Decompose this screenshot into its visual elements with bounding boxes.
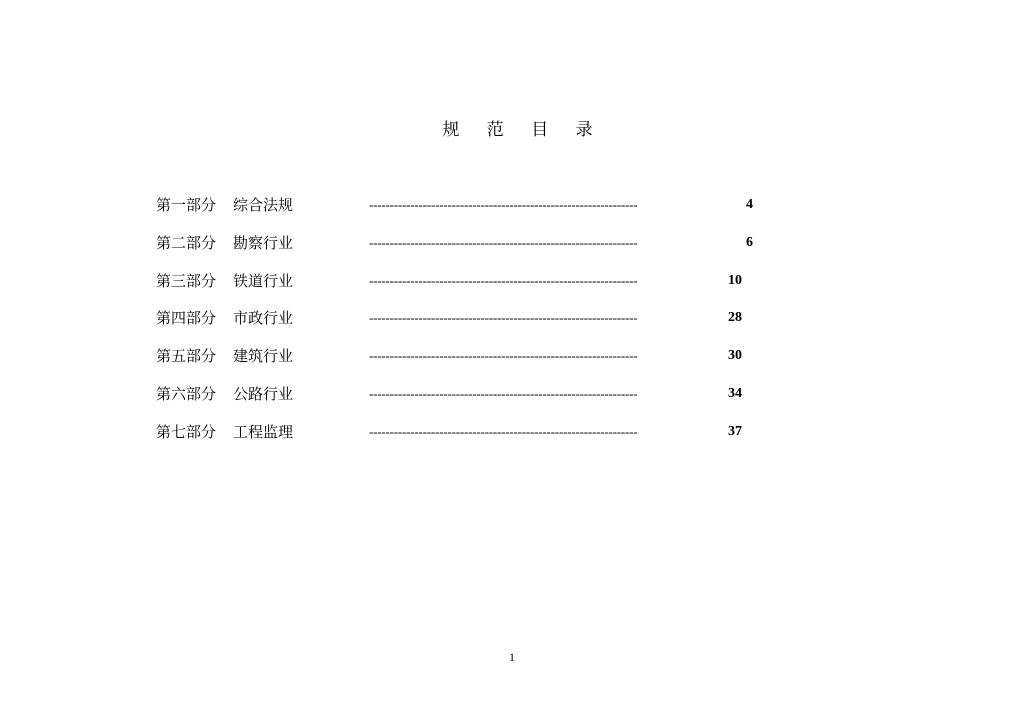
toc-entry-part: 第四部分: [156, 309, 217, 328]
toc-entry-page: 28: [728, 310, 742, 326]
toc-entry-page: 34: [728, 385, 742, 401]
toc-entry[interactable]: [156, 306, 776, 344]
table-of-contents: [156, 193, 776, 458]
toc-entry-page: 4: [746, 197, 753, 212]
toc-entry-page: 10: [728, 272, 742, 288]
toc-entry-page: 6: [746, 234, 753, 250]
toc-entry-leader: -----------------------------------------------------------------: [369, 197, 638, 212]
toc-entry-name: 工程监理: [233, 422, 294, 441]
toc-entry[interactable]: [156, 420, 776, 458]
toc-entry[interactable]: [156, 382, 776, 420]
toc-entry-leader: -----------------------------------------------------------------: [369, 234, 638, 250]
toc-entry-leader: -----------------------------------------------------------------: [369, 272, 638, 288]
toc-entry-leader: -----------------------------------------------------------------: [369, 423, 638, 439]
page-number: 1: [509, 650, 515, 664]
toc-entry-leader: -----------------------------------------------------------------: [369, 348, 638, 364]
toc-entry-part: 第一部分: [156, 196, 217, 214]
toc-entry-part: 第七部分: [156, 422, 217, 441]
toc-entry[interactable]: [156, 269, 776, 307]
document-title: 规 范 目 录: [442, 120, 604, 140]
toc-entry-name: 市政行业: [233, 309, 294, 328]
toc-entry[interactable]: [156, 344, 776, 382]
toc-entry-leader: -----------------------------------------------------------------: [369, 310, 638, 326]
toc-entry-part: 第三部分: [156, 271, 217, 290]
toc-entry-name: 建筑行业: [233, 347, 294, 366]
toc-entry-page: 30: [728, 348, 742, 364]
toc-entry[interactable]: [156, 231, 776, 269]
toc-entry-name: 公路行业: [233, 384, 294, 403]
toc-entry-name: 铁道行业: [233, 271, 294, 290]
toc-entry-name: 勘察行业: [233, 233, 294, 252]
toc-entry-leader: -----------------------------------------------------------------: [369, 385, 638, 401]
toc-entry-name: 综合法规: [233, 196, 294, 214]
toc-entry-part: 第五部分: [156, 347, 217, 366]
toc-entry-page: 37: [728, 423, 742, 439]
toc-entry-part: 第六部分: [156, 384, 217, 403]
toc-entry[interactable]: [156, 193, 776, 231]
toc-entry-part: 第二部分: [156, 233, 217, 252]
